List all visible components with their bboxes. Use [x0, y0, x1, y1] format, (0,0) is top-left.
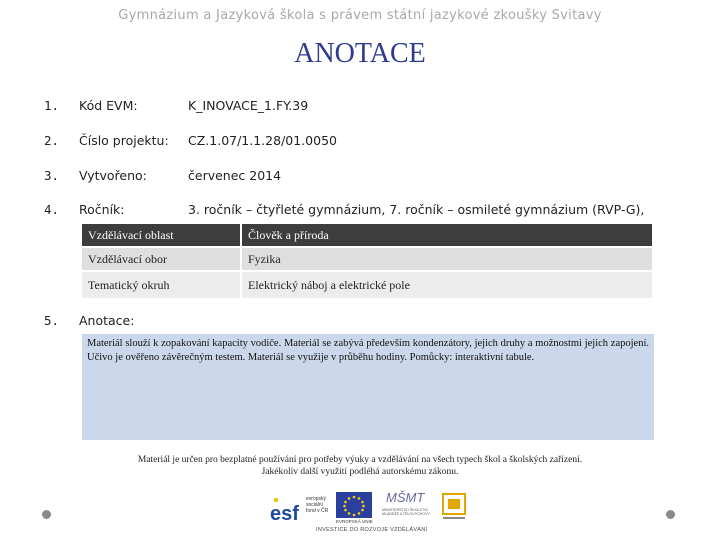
field-label: Anotace:: [79, 313, 135, 328]
table-cell-key: Tematický okruh: [81, 271, 241, 299]
field-number: 1.: [44, 98, 60, 113]
field-value: červenec 2014: [188, 168, 282, 183]
field-value: CZ.1.07/1.1.28/01.0050: [188, 133, 337, 148]
op-caption: INVESTICE DO ROZVOJE VZDĚLÁVÁNÍ: [316, 527, 428, 533]
field-number: 3.: [44, 168, 60, 183]
field-number: 4.: [44, 202, 60, 217]
field-value: 3. ročník – čtyřleté gymnázium, 7. ročník – osmileté gymnázium (RVP-G),: [188, 202, 645, 217]
field-number: 5.: [44, 313, 60, 328]
footer-line: Materiál je určen pro bezplatné používání pro potřeby výuky a vzdělávání na všech typech škol a školských zařízení.: [137, 455, 583, 465]
op-logo: [440, 492, 470, 526]
eu-logo: [336, 492, 372, 526]
table-row: [81, 247, 653, 271]
msmt-logo: [382, 490, 432, 526]
table-cell-value: Fyzika: [241, 247, 653, 271]
field-label: Ročník:: [79, 202, 125, 217]
table-cell-key: Vzdělávací obor: [81, 247, 241, 271]
table-cell-value: Člověk a příroda: [241, 223, 653, 247]
msmt-caption: MINISTERSTVO ŠKOLSTVÍ, MLÁDEŽE A TĚLOVÝCHOVY: [382, 508, 430, 517]
table-row: [81, 223, 653, 247]
field-value: K_INOVACE_1.FY.39: [188, 98, 309, 113]
bullet-dot-right: [666, 510, 675, 519]
svg-text:esf: esf: [270, 503, 299, 524]
subject-table: [80, 222, 654, 300]
anotace-text: Materiál slouží k zopakování kapacity vodiče. Materiál se zabývá především kondenzátory, jejich druhy a možnostmi jejich zapojení. Učivo je ověřeno závěrečným testem. Materiál se využije v průběhu hodiny. Pomůcky: interaktivní tabule.: [82, 334, 654, 440]
esf-caption: evropský sociální fond v ČR: [306, 496, 329, 514]
bullet-dot-left: [42, 510, 51, 519]
field-number: 2.: [44, 133, 60, 148]
eu-caption: EVROPSKÁ UNIE: [336, 519, 373, 524]
table-cell-key: Vzdělávací oblast: [81, 223, 241, 247]
table-row: [81, 271, 653, 299]
footer-note: [0, 454, 720, 478]
school-header: Gymnázium a Jazyková škola s právem státní jazykové zkoušky Svitavy: [118, 8, 602, 23]
eu-flag-icon: [336, 492, 372, 518]
msmt-mark: MŠMT: [386, 490, 425, 505]
table-cell-value: Elektrický náboj a elektrické pole: [241, 271, 653, 299]
op-logo-icon: [440, 492, 470, 524]
footer-line: Jakékoliv další využití podléhá autorskému zákonu.: [261, 467, 459, 477]
field-label: Vytvořeno:: [79, 168, 147, 183]
esf-logo: [268, 492, 332, 524]
field-label: Kód EVM:: [79, 98, 138, 113]
page-title: ANOTACE: [294, 38, 426, 69]
field-label: Číslo projektu:: [79, 133, 169, 148]
